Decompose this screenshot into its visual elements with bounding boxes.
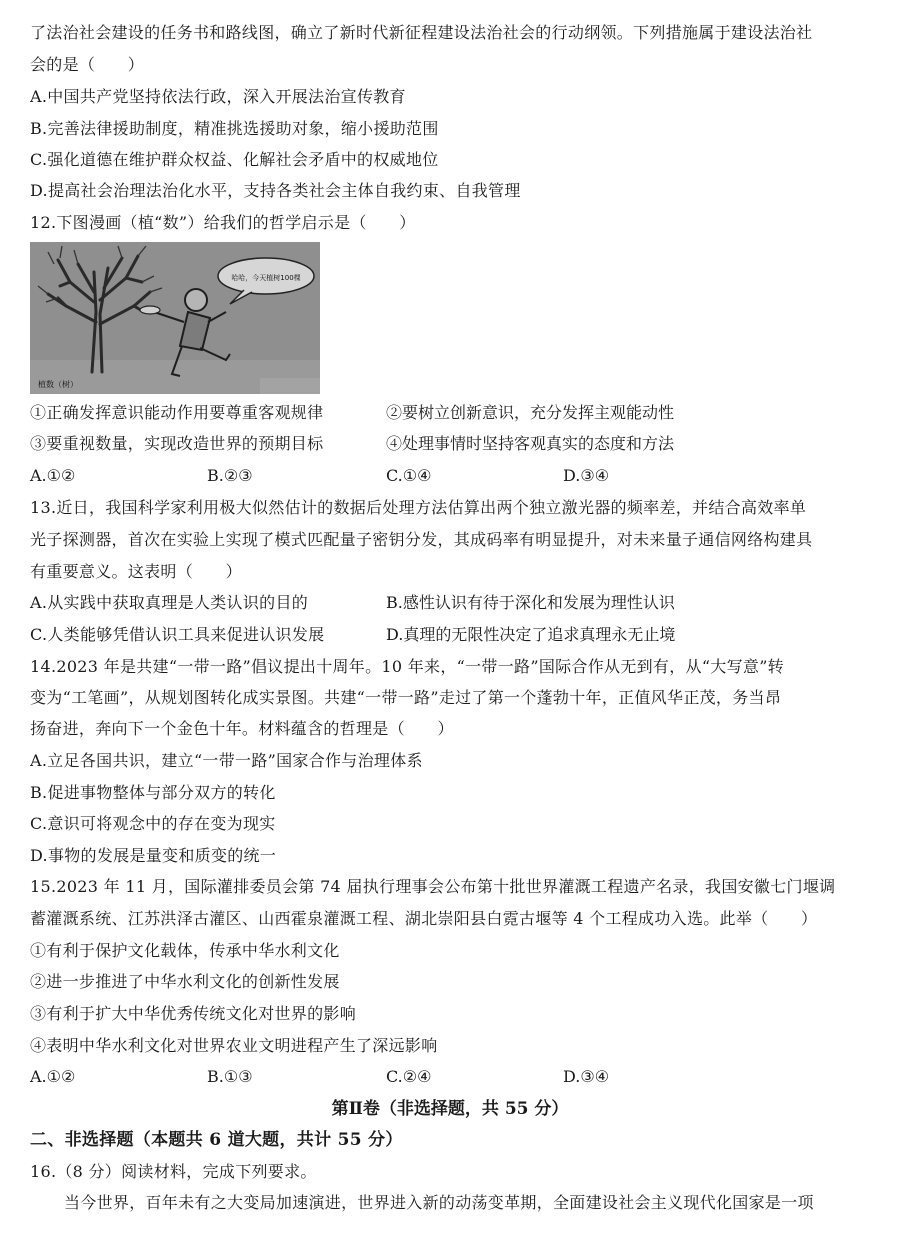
cartoon-caption: 植数（树） [38,380,78,389]
part2-section-heading: 二、非选择题（本题共 6 道大题，共计 55 分） [30,1130,403,1150]
q12-statement-3: ③要重视数量，实现改造世界的预期目标 [30,434,324,453]
q12-option-c: C.①④ [386,466,432,485]
q16-material-paragraph: 当今世界，百年未有之大变局加速演进，世界进入新的动荡变革期，全面建设社会主义现代化国家是一项 [64,1193,814,1212]
q16-stem: 16.（8 分）阅读材料，完成下列要求。 [30,1162,317,1181]
q15-statement-4: ④表明中华水利文化对世界农业文明进程产生了深远影响 [30,1036,438,1055]
q12-statement-4: ④处理事情时坚持客观真实的态度和方法 [386,434,675,453]
q13-option-d: D.真理的无限性决定了追求真理永无止境 [386,625,676,644]
q14-option-a: A.立足各国共识，建立“一带一路”国家合作与治理体系 [30,751,423,770]
q11-stem-line2: 会的是（ ） [30,55,145,74]
q15-statement-3: ③有利于扩大中华优秀传统文化对世界的影响 [30,1004,357,1023]
q13-option-b: B.感性认识有待于深化和发展为理性认识 [386,593,675,612]
q11-option-a: A.中国共产党坚持依法行政，深入开展法治宣传教育 [30,87,406,106]
q12-option-a: A.①② [30,466,76,485]
q11-option-d: D.提高社会治理法治化水平，支持各类社会主体自我约束、自我管理 [30,181,521,200]
q15-option-d: D.③④ [563,1067,610,1086]
q14-stem-line3: 扬奋进，奔向下一个金色十年。材料蕴含的哲理是（ ） [30,719,454,738]
speech-bubble-text: 哈哈，今天植树100棵 [231,274,301,282]
q13-stem-line2: 光子探测器，首次在实验上实现了模式匹配量子密钥分发，其成码率有明显提升，对未来量子通信网络构建具 [30,530,813,549]
q11-option-c: C.强化道德在维护群众权益、化解社会矛盾中的权威地位 [30,150,439,169]
q12-option-b: B.②③ [207,466,253,485]
q12-cartoon-image [30,242,320,394]
q13-stem-line3: 有重要意义。这表明（ ） [30,562,242,581]
q15-stem-line2: 蓄灌溉系统、江苏洪泽古灌区、山西霍泉灌溉工程、湖北崇阳县白霓古堰等 4 个工程成功入选。此举（ ） [30,909,818,928]
q12-statement-2: ②要树立创新意识，充分发挥主观能动性 [386,403,675,422]
q14-stem-line1: 14.2023 年是共建“一带一路”倡议提出十周年。10 年来，“一带一路”国际合作从无到有，从“大写意”转 [30,657,784,676]
q15-option-c: C.②④ [386,1067,432,1086]
q15-stem-line1: 15.2023 年 11 月，国际灌排委员会第 74 届执行理事会公布第十批世界灌溉工程遗产名录，我国安徽七门堰调 [30,877,836,896]
q11-stem-line1: 了法治社会建设的任务书和路线图，确立了新时代新征程建设法治社会的行动纲领。下列措施属于建设法治社 [30,23,813,42]
q14-option-c: C.意识可将观念中的存在变为现实 [30,814,276,833]
q14-option-b: B.促进事物整体与部分双方的转化 [30,783,276,802]
q15-statement-1: ①有利于保护文化载体，传承中华水利文化 [30,941,340,960]
q13-option-a: A.从实践中获取真理是人类认识的目的 [30,593,309,612]
q14-option-d: D.事物的发展是量变和质变的统一 [30,846,277,865]
q12-option-d: D.③④ [563,466,610,485]
part2-title: 第Ⅱ卷（非选择题，共 55 分） [331,1099,569,1119]
q13-stem-line1: 13.近日，我国科学家利用极大似然估计的数据后处理方法估算出两个独立激光器的频率差，并结合高效率单 [30,498,807,517]
q11-option-b: B.完善法律援助制度，精准挑选援助对象，缩小援助范围 [30,119,439,138]
q12-stem: 12.下图漫画（植“数”）给我们的哲学启示是（ ） [30,213,416,232]
q14-stem-line2: 变为“工笔画”，从规划图转化成实景图。共建“一带一路”走过了第一个蓬勃十年，正值风华正茂，务当昂 [30,688,782,707]
q13-option-c: C.人类能够凭借认识工具来促进认识发展 [30,625,325,644]
q15-option-a: A.①② [30,1067,76,1086]
q15-option-b: B.①③ [207,1067,253,1086]
q12-statement-1: ①正确发挥意识能动作用要尊重客观规律 [30,403,324,422]
q15-statement-2: ②进一步推进了中华水利文化的创新性发展 [30,972,340,991]
